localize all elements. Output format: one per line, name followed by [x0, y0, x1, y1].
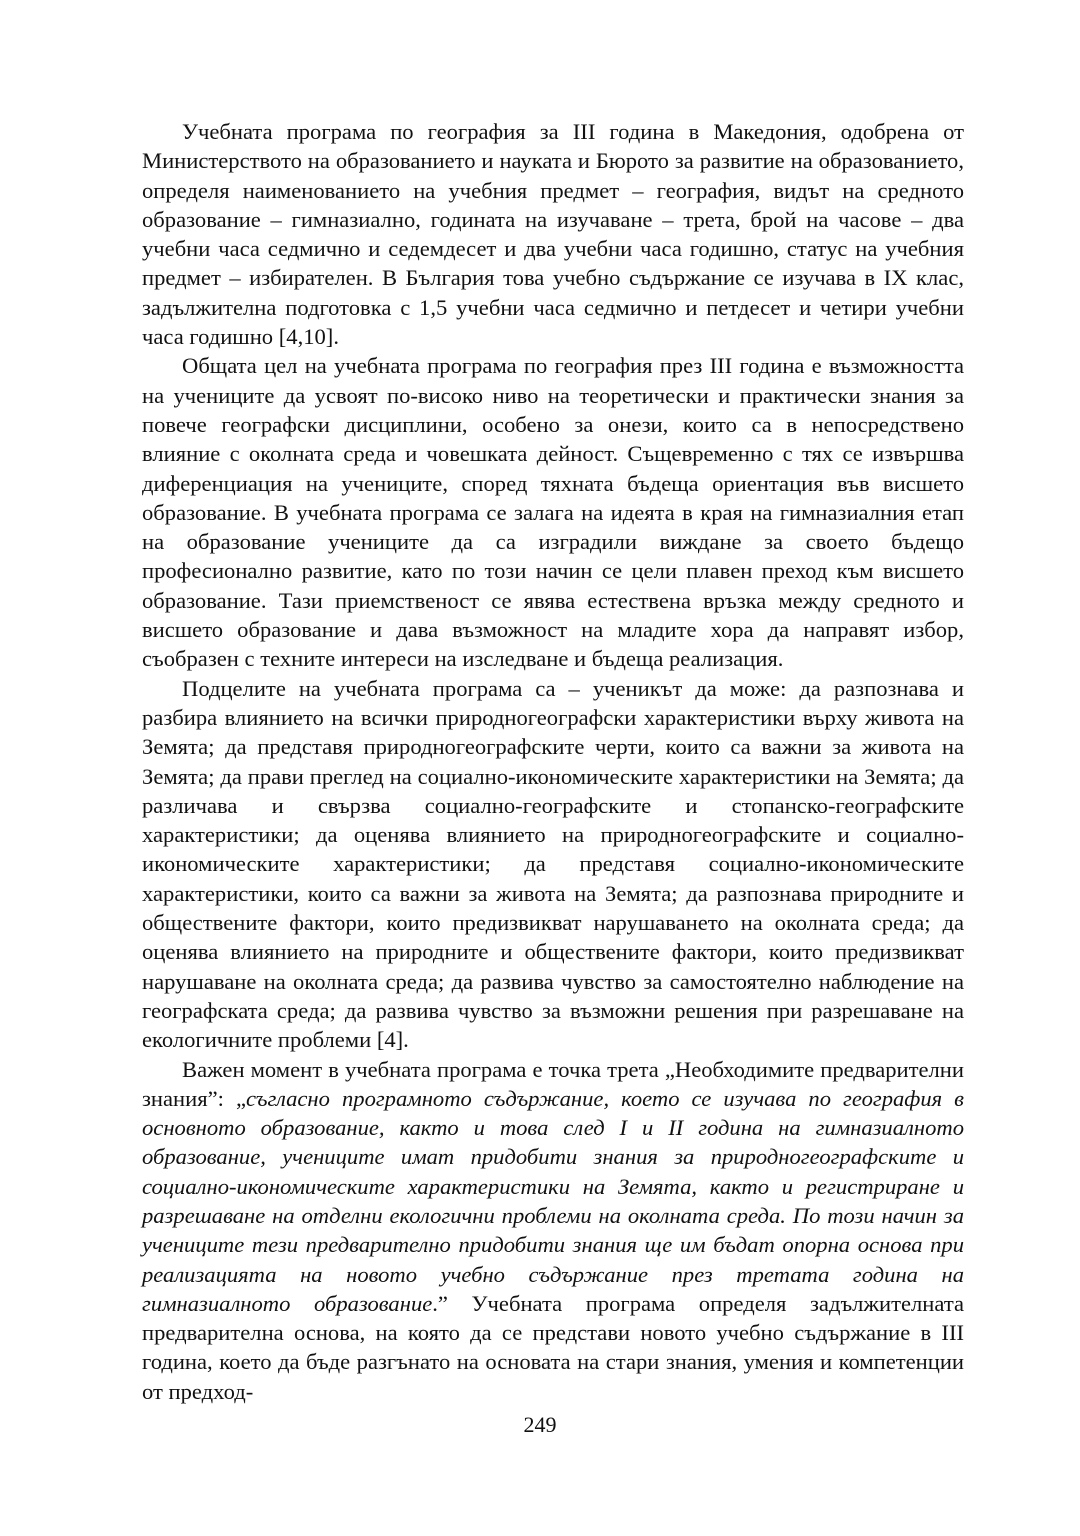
page-body: [142, 117, 964, 1406]
prior-knowledge-intro: Важен момент в учебната програма е точка трета „Необходимите предварителни знания”: „: [142, 1056, 964, 1111]
paragraph-program-overview: Учебната програма по география за III година в Македония, одобрена от Министерството на образованието и науката и Бюрото за развитие на образованието, определя наименованието на учебния предмет – география, видът на средното образование – гимназиално, годината на изучаване – трета, брой на часове – два учебни часа седмично и седемдесет и два учебни часа годишно, статус на учебния предмет – избирателен. В България това учебно съдържание се изучава в IX клас, задължителна подготовка с 1,5 учебни часа седмично и петдесет и четири учебни часа годишно [4,10].: [142, 119, 964, 350]
page-number: 249: [523, 1412, 557, 1437]
paragraph-prior-knowledge: [142, 1055, 964, 1407]
prior-knowledge-quote: съгласно програмното съдържание, което се изучава по география в основното образование, както и това след I и II година на гимназиалното образование, учениците имат придобити знания за природногеографските и социално-икономическите характеристики на Земята, както и регистриране и разрешаване на отделни екологични проблеми на околната среда. По този начин за учениците тези предварително придобити знания ще им бъдат опорна основа при реализацията на новото учебно съдържание през третата година на гимназиалното образование: [142, 1085, 964, 1316]
paragraph-subgoals: Подцелите на учебната програма са – ученикът да може: да разпознава и разбира влиянието на всички природногеографски характеристики върху живота на Земята; да представя природногеографските черти, които са важни за живота на Земята; да прави преглед на социално-икономическите характеристики на Земята; да различава и свързва социално-географските и стопанско-географските характеристики; да оценява влиянието на природногеографските и социално-икономическите характеристики; да представя социално-икономическите характеристики, които са важни за живота на Земята; да разпознава природните и обществените фактори, които предизвикват нарушаването на околната среда; да оценява влиянието на природните и обществените фактори, които предизвикват нарушаване на околната среда; да развива чувство за самостоятелно наблюдение на географската среда; да развива чувство за възможни решения при разрешаване на екологичните проблеми [4].: [142, 675, 964, 1053]
prior-knowledge-outro: .” Учебната програма определя задължителната предварителна основа, на която да се представи новото учебно съдържание в III година, което да бъде разгънато на основата на стари знания, умения и компетенции от предход-: [142, 1290, 964, 1404]
paragraph-general-goal: Общата цел на учебната програма по география през III година е възможността на учениците да усвоят по-високо ниво на теоретически и практически знания за повече географски дисциплини, особено за онези, които са в непосредствено влияние с околната среда и човешката дейност. Същевременно с тях се извършва диференциация на учениците, според тяхната бъдеща ориентация във висшето образование. В учебната програма се залага на идеята в края на гимназиалния етап на образование учениците да са изградили виждане за своето бъдещо професионално развитие, като по този начин се цели плавен преход към висшето образование. Тази приемственост се явява естествена връзка между средното и висшето образование и дава възможност на младите хора да направят избор, съобразен с техните интереси на изследване и бъдеща реализация.: [142, 353, 964, 672]
